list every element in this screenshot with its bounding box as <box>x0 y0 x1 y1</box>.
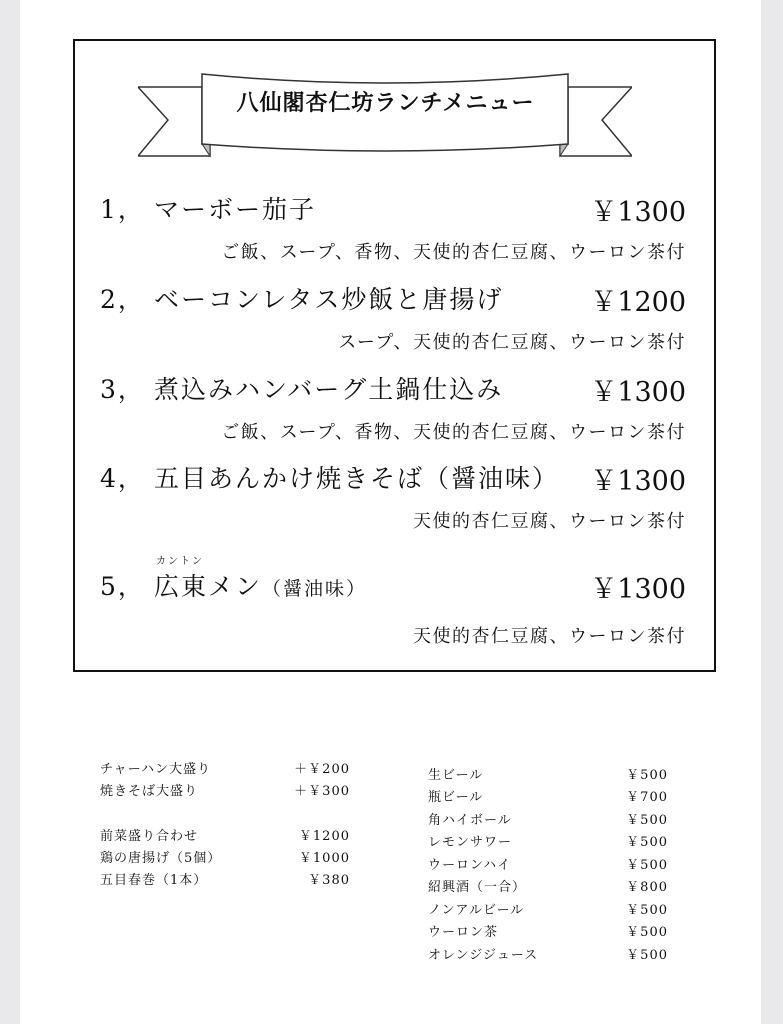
item-ruby: カントン <box>156 556 204 567</box>
item-sides: ご飯、スープ、香物、天使的杏仁豆腐、ウーロン茶付 <box>221 242 686 263</box>
option-price: ＋￥200 <box>294 762 350 777</box>
item-number: 4， <box>100 464 145 493</box>
drinks-list <box>428 764 678 964</box>
item-number: 1， <box>100 195 145 224</box>
list-item <box>428 899 524 918</box>
drink-name: 瓶ビール <box>428 790 484 805</box>
list-item <box>428 876 526 895</box>
list-item <box>100 825 198 844</box>
item-price: ￥1300 <box>590 197 686 228</box>
item-name: 広東メン <box>154 572 263 601</box>
drink-price: ￥500 <box>626 858 668 873</box>
option-price: ＋￥300 <box>294 784 350 799</box>
option-name: チャーハン大盛り <box>100 762 211 777</box>
option-name: 前菜盛り合わせ <box>100 829 199 844</box>
item-number: 3， <box>100 375 145 404</box>
drink-name: 角ハイボール <box>428 813 512 828</box>
drink-price: ￥500 <box>626 813 668 828</box>
list-item <box>100 869 207 888</box>
list-item <box>428 854 511 873</box>
drink-name: レモンサワー <box>428 835 513 850</box>
item-price: ￥1300 <box>590 377 686 408</box>
item-name: 五目あんかけ焼きそば（醤油味） <box>154 464 560 493</box>
drink-price: ￥500 <box>626 768 668 783</box>
option-name: 鶏の唐揚げ（5個） <box>100 851 222 866</box>
item-number: 5， <box>100 572 145 601</box>
item-name: 煮込みハンバーグ土鍋仕込み <box>154 375 504 404</box>
list-item <box>428 786 483 805</box>
option-price: ￥380 <box>308 873 350 888</box>
drink-price: ￥700 <box>626 790 668 805</box>
drink-price: ￥500 <box>626 925 668 940</box>
menu-item-3 <box>100 370 503 406</box>
list-item <box>428 831 512 850</box>
options-list <box>100 758 360 888</box>
drink-name: ノンアルビール <box>428 903 525 918</box>
option-price: ￥1000 <box>298 851 350 866</box>
drink-price: ￥500 <box>626 903 668 918</box>
drink-price: ￥500 <box>626 835 668 850</box>
menu-item-5 <box>100 567 367 603</box>
drink-name: 生ビール <box>428 768 484 783</box>
item-name: ベーコンレタス炒飯と唐揚げ <box>154 285 504 314</box>
drink-name: ウーロンハイ <box>428 858 512 873</box>
menu-item-4 <box>100 459 559 495</box>
item-note: （醤油味） <box>262 578 368 600</box>
list-item <box>428 764 483 783</box>
option-name: 五目春巻（1本） <box>100 873 208 888</box>
list-item <box>100 758 211 777</box>
list-item <box>100 847 221 866</box>
drink-price: ￥500 <box>626 948 668 963</box>
drink-price: ￥800 <box>626 880 668 895</box>
item-price: ￥1200 <box>590 287 686 318</box>
item-sides: ご飯、スープ、香物、天使的杏仁豆腐、ウーロン茶付 <box>221 422 686 443</box>
option-name: 焼きそば大盛り <box>100 784 199 799</box>
drink-name: 紹興酒（一合） <box>428 880 527 895</box>
item-sides: 天使的杏仁豆腐、ウーロン茶付 <box>413 511 686 532</box>
item-sides: 天使的杏仁豆腐、ウーロン茶付 <box>413 626 686 647</box>
item-price: ￥1300 <box>590 574 686 605</box>
list-item <box>100 780 198 799</box>
menu-item-2 <box>100 280 503 316</box>
list-item <box>428 944 538 963</box>
item-number: 2， <box>100 285 145 314</box>
option-price: ￥1200 <box>298 829 350 844</box>
item-price: ￥1300 <box>590 466 686 497</box>
list-item <box>428 809 512 828</box>
menu-item-1 <box>100 190 316 226</box>
list-item <box>428 921 498 940</box>
drink-name: オレンジジュース <box>428 948 539 963</box>
menu-title: 八仙閣杏仁坊ランチメニュー <box>236 90 535 116</box>
item-sides: スープ、天使的杏仁豆腐、ウーロン茶付 <box>338 332 686 353</box>
drink-name: ウーロン茶 <box>428 925 499 940</box>
item-name: マーボー茄子 <box>154 195 317 224</box>
